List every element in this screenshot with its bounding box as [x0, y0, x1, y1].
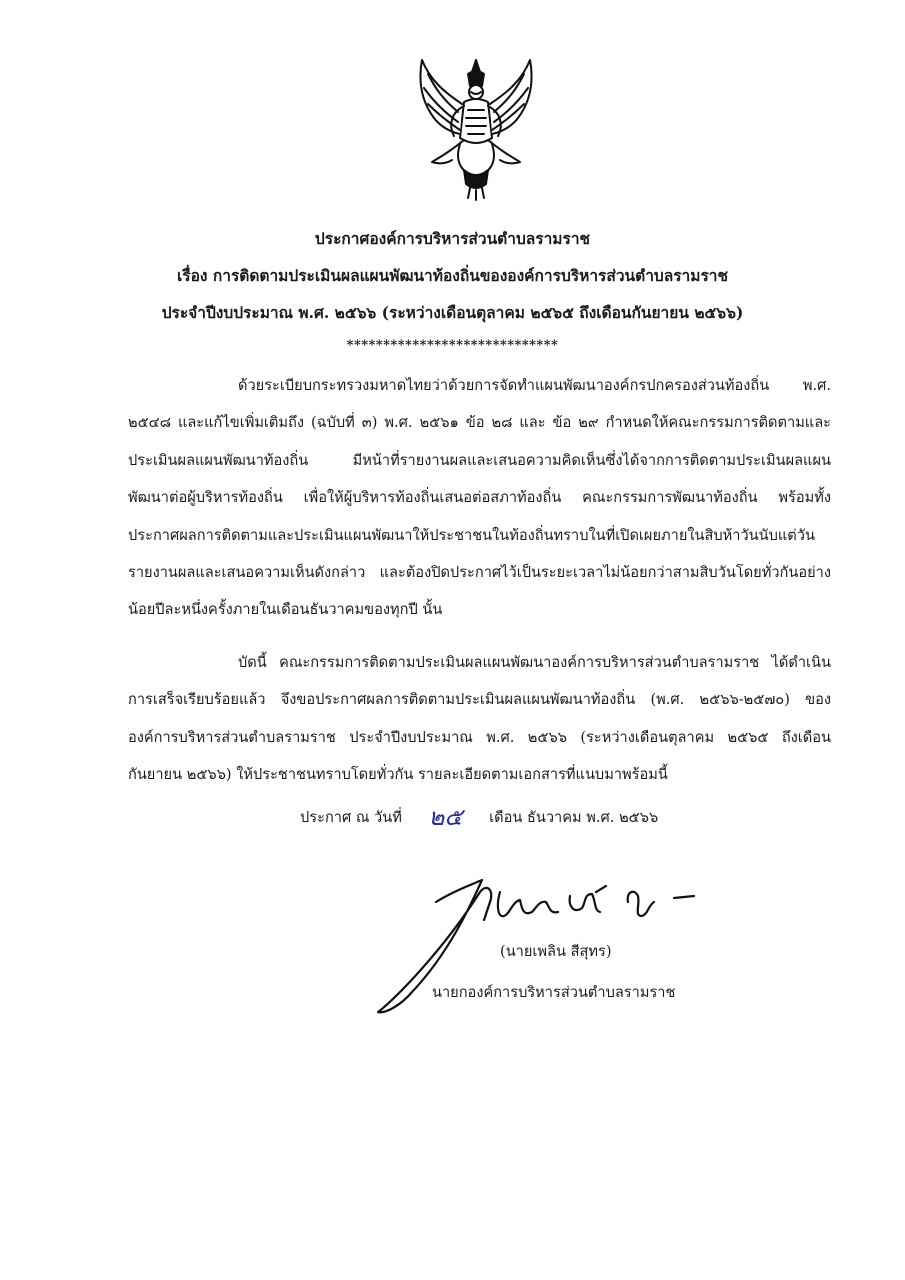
separator-line: *****************************: [346, 338, 559, 353]
signatory-name: (นายเพลิน สีสุทร): [500, 943, 612, 960]
garuda-emblem-icon: [408, 52, 544, 202]
date-suffix: เดือน ธันวาคม พ.ศ. ๒๕๖๖: [489, 809, 659, 826]
handwritten-day: ๒๕: [428, 803, 463, 831]
body-paragraph-1: ด้วยระเบียบกระทรวงมหาดไทยว่าด้วยการจัดทำแผนพัฒนาองค์กรปกครองส่วนท้องถิ่น พ.ศ. ๒๕๔๘ และแก้ไขเพิ่มเติมถึง (ฉบับที่ ๓) พ.ศ. ๒๕๖๑ ข้อ ๒๘ และ ข้อ ๒๙ กำหนดให้คณะกรรมการติดตามและประเมินผลแผนพัฒนาท้องถิ่น มีหน้าที่รายงานผลและเสนอความคิดเห็นซึ่งได้จากการติดตามประเมินผลแผนพัฒนาต่อผู้บริหารท้องถิ่น เพื่อให้ผู้บริหารท้องถิ่นเสนอต่อสภาท้องถิ่น คณะกรรมการพัฒนาท้องถิ่น พร้อมทั้งประกาศผลการติดตามและประเมินแผนพัฒนาให้ประชาชนในท้องถิ่นทราบในที่เปิดเผยภายในสิบห้าวันนับแต่วันรายงานผลและเสนอความเห็นดังกล่าว และต้องปิดประกาศไว้เป็นระยะเวลาไม่น้อยกว่าสามสิบวันโดยทั่วกันอย่างน้อยปีละหนึ่งครั้งภายในเดือนธันวาคมของทุกปี นั้น: [128, 377, 831, 619]
body-paragraph-2: บัดนี้ คณะกรรมการติดตามประเมินผลแผนพัฒนาองค์การบริหารส่วนตำบลรามราช ได้ดำเนินการเสร็จเรียบร้อยแล้ว จึงขอประกาศผลการติดตามประเมินผลแผนพัฒนาท้องถิ่น (พ.ศ. ๒๕๖๖-๒๕๗๐) ขององค์การบริหารส่วนตำบลรามราช ประจำปีงบประมาณ พ.ศ. ๒๕๖๖ (ระหว่างเดือนตุลาคม ๒๕๖๕ ถึงเดือนกันยายน ๒๕๖๖) ให้ประชาชนทราบโดยทั่วกัน รายละเอียดตามเอกสารที่แนบมาพร้อมนี้: [128, 654, 831, 784]
announcement-date: [300, 799, 658, 836]
signatory-title: นายกองค์การบริหารส่วนตำบลรามราช: [432, 984, 676, 1001]
fiscal-year-line: ประจำปีงบประมาณ พ.ศ. ๒๕๖๖ (ระหว่างเดือนตุลาคม ๒๕๖๕ ถึงเดือนกันยายน ๒๕๖๖): [161, 303, 744, 322]
announcement-subject: เรื่อง การติดตามประเมินผลแผนพัฒนาท้องถิ่นขององค์การบริหารส่วนตำบลรามราช: [176, 266, 729, 285]
date-prefix: ประกาศ ณ วันที่: [300, 809, 402, 826]
announcement-title: ประกาศองค์การบริหารส่วนตำบลรามราช: [314, 229, 591, 248]
